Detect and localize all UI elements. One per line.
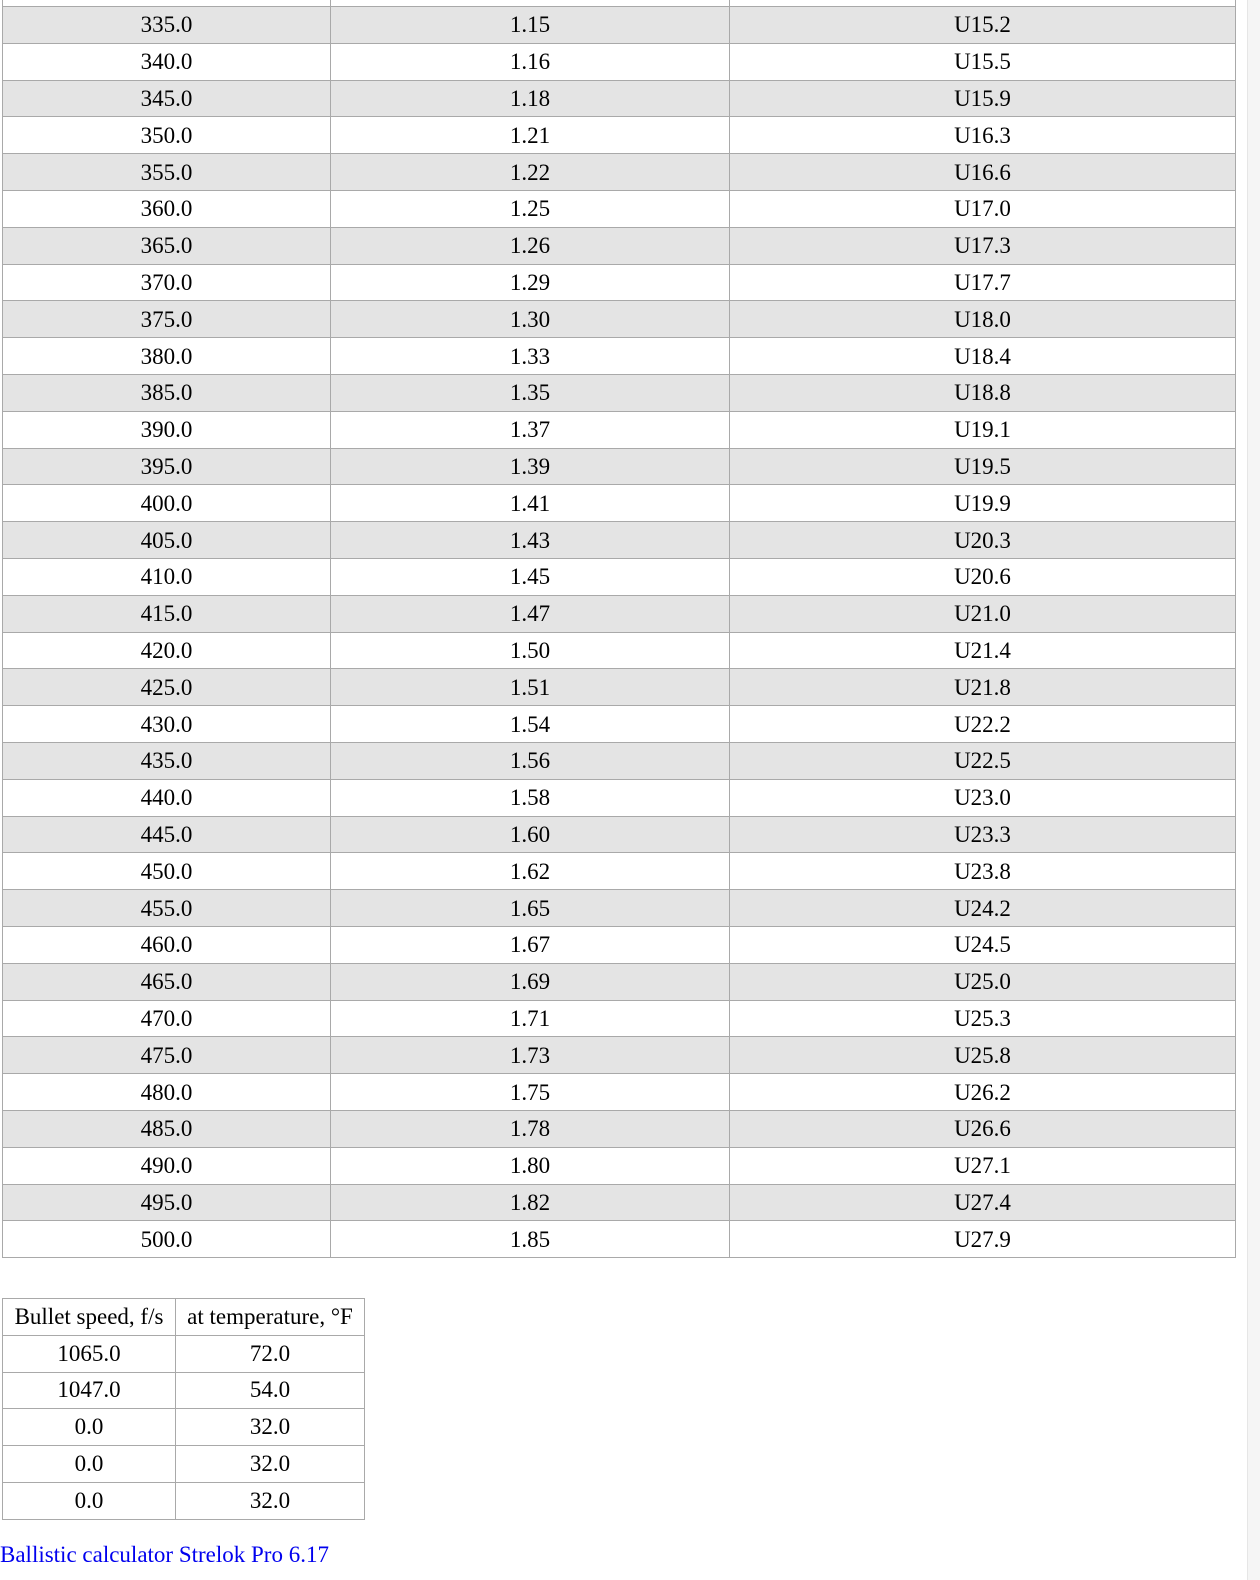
range-cell: 385.0: [3, 374, 331, 411]
table-row: [3, 374, 1236, 411]
clicks-cell: U20.3: [730, 522, 1236, 559]
clicks-cell: U25.0: [730, 963, 1236, 1000]
header-bullet-speed: Bullet speed, f/s: [3, 1299, 176, 1336]
speed-cell: 0.0: [3, 1482, 176, 1519]
range-cell: 490.0: [3, 1147, 331, 1184]
range-cell: 380.0: [3, 338, 331, 375]
temperature-cell: 72.0: [176, 1335, 365, 1372]
table-row: [3, 890, 1236, 927]
range-cell: 500.0: [3, 1221, 331, 1258]
correction-cell: 1.65: [331, 890, 730, 927]
clicks-cell: U17.7: [730, 264, 1236, 301]
scrollbar-track[interactable]: [1247, 0, 1260, 1580]
correction-cell: 1.69: [331, 963, 730, 1000]
correction-cell: 1.78: [331, 1110, 730, 1147]
table-row: [3, 1446, 365, 1483]
clicks-cell: U18.4: [730, 338, 1236, 375]
range-cell: 495.0: [3, 1184, 331, 1221]
correction-cell: 1.41: [331, 485, 730, 522]
correction-cell: 1.39: [331, 448, 730, 485]
table-row: [3, 190, 1236, 227]
clicks-cell: U26.2: [730, 1074, 1236, 1111]
table-row: [3, 1000, 1236, 1037]
correction-cell: 1.33: [331, 338, 730, 375]
clicks-cell: U25.8: [730, 1037, 1236, 1074]
table-row: [3, 1372, 365, 1409]
clicks-cell: U17.3: [730, 227, 1236, 264]
table-row: [3, 522, 1236, 559]
clicks-cell: U27.9: [730, 1221, 1236, 1258]
clicks-cell: U17.0: [730, 190, 1236, 227]
range-cell: 340.0: [3, 43, 331, 80]
correction-cell: 1.75: [331, 1074, 730, 1111]
clicks-cell: U21.0: [730, 595, 1236, 632]
table-row: [3, 742, 1236, 779]
correction-cell: 1.26: [331, 227, 730, 264]
speed-cell: 0.0: [3, 1409, 176, 1446]
range-cell: 435.0: [3, 742, 331, 779]
clicks-cell: U15.5: [730, 43, 1236, 80]
clicks-cell: U16.6: [730, 154, 1236, 191]
range-cell: 350.0: [3, 117, 331, 154]
table-row: [3, 448, 1236, 485]
correction-cell: 1.80: [331, 1147, 730, 1184]
clicks-cell: U22.2: [730, 706, 1236, 743]
correction-cell: 1.15: [331, 7, 730, 44]
range-cell: 470.0: [3, 1000, 331, 1037]
table-row: [3, 338, 1236, 375]
bullet-speed-table-body: [3, 1335, 365, 1519]
table-row: [3, 926, 1236, 963]
clicks-cell: U27.1: [730, 1147, 1236, 1184]
table-row: [3, 779, 1236, 816]
clicks-cell: U19.9: [730, 485, 1236, 522]
correction-cell: 1.67: [331, 926, 730, 963]
clicks-cell: U26.6: [730, 1110, 1236, 1147]
table-row: [3, 1335, 365, 1372]
ballistic-table: [2, 6, 1236, 1258]
range-cell: 370.0: [3, 264, 331, 301]
range-cell: 355.0: [3, 154, 331, 191]
correction-cell: 1.71: [331, 1000, 730, 1037]
range-cell: 455.0: [3, 890, 331, 927]
table-row: [3, 1147, 1236, 1184]
correction-cell: 1.35: [331, 374, 730, 411]
clicks-cell: U25.3: [730, 1000, 1236, 1037]
correction-cell: 1.56: [331, 742, 730, 779]
clicks-cell: U16.3: [730, 117, 1236, 154]
strelok-pro-link[interactable]: Ballistic calculator Strelok Pro 6.17: [0, 1542, 329, 1567]
table-row: [3, 1221, 1236, 1258]
clicks-cell: U27.4: [730, 1184, 1236, 1221]
correction-cell: 1.45: [331, 558, 730, 595]
table-row: [3, 595, 1236, 632]
table-row: [3, 7, 1236, 44]
correction-cell: 1.21: [331, 117, 730, 154]
table-row: [3, 853, 1236, 890]
table-row: [3, 1409, 365, 1446]
range-cell: 375.0: [3, 301, 331, 338]
range-cell: 440.0: [3, 779, 331, 816]
range-cell: 480.0: [3, 1074, 331, 1111]
clicks-cell: U22.5: [730, 742, 1236, 779]
table-row: [3, 227, 1236, 264]
table-row: [3, 706, 1236, 743]
clicks-cell: U23.8: [730, 853, 1236, 890]
clicks-cell: U15.2: [730, 7, 1236, 44]
range-cell: 460.0: [3, 926, 331, 963]
temperature-cell: 32.0: [176, 1482, 365, 1519]
correction-cell: 1.85: [331, 1221, 730, 1258]
correction-cell: 1.37: [331, 411, 730, 448]
table-row: [3, 669, 1236, 706]
bullet-speed-table: [2, 1298, 365, 1520]
table-row: [3, 264, 1236, 301]
clicks-cell: U19.5: [730, 448, 1236, 485]
speed-cell: 0.0: [3, 1446, 176, 1483]
range-cell: 450.0: [3, 853, 331, 890]
correction-cell: 1.60: [331, 816, 730, 853]
correction-cell: 1.54: [331, 706, 730, 743]
range-cell: 360.0: [3, 190, 331, 227]
table-row: [3, 1184, 1236, 1221]
clicks-cell: U23.3: [730, 816, 1236, 853]
table-row: [3, 1074, 1236, 1111]
correction-cell: 1.18: [331, 80, 730, 117]
table-row: [3, 1110, 1236, 1147]
range-cell: 400.0: [3, 485, 331, 522]
table-row: [3, 1482, 365, 1519]
correction-cell: 1.47: [331, 595, 730, 632]
range-cell: 465.0: [3, 963, 331, 1000]
range-cell: 425.0: [3, 669, 331, 706]
clicks-cell: U18.0: [730, 301, 1236, 338]
ballistic-table-body: [3, 7, 1236, 1258]
temperature-cell: 54.0: [176, 1372, 365, 1409]
correction-cell: 1.51: [331, 669, 730, 706]
table-row: [3, 816, 1236, 853]
range-cell: 390.0: [3, 411, 331, 448]
clicks-cell: U24.2: [730, 890, 1236, 927]
correction-cell: 1.62: [331, 853, 730, 890]
range-cell: 405.0: [3, 522, 331, 559]
clicks-cell: U21.4: [730, 632, 1236, 669]
table-row: [3, 963, 1236, 1000]
clicks-cell: U15.9: [730, 80, 1236, 117]
table-row: [3, 301, 1236, 338]
speed-cell: 1065.0: [3, 1335, 176, 1372]
table-row: [3, 80, 1236, 117]
table-row: [3, 558, 1236, 595]
correction-cell: 1.22: [331, 154, 730, 191]
temperature-cell: 32.0: [176, 1409, 365, 1446]
range-cell: 430.0: [3, 706, 331, 743]
clicks-cell: U18.8: [730, 374, 1236, 411]
clicks-cell: U19.1: [730, 411, 1236, 448]
correction-cell: 1.16: [331, 43, 730, 80]
correction-cell: 1.58: [331, 779, 730, 816]
correction-cell: 1.73: [331, 1037, 730, 1074]
header-temperature: at temperature, °F: [176, 1299, 365, 1336]
range-cell: 445.0: [3, 816, 331, 853]
table-header-row: [3, 1299, 365, 1336]
table-row: [3, 485, 1236, 522]
range-cell: 345.0: [3, 80, 331, 117]
correction-cell: 1.30: [331, 301, 730, 338]
table-row: [3, 43, 1236, 80]
correction-cell: 1.25: [331, 190, 730, 227]
clicks-cell: U23.0: [730, 779, 1236, 816]
range-cell: 475.0: [3, 1037, 331, 1074]
table-row: [3, 632, 1236, 669]
range-cell: 485.0: [3, 1110, 331, 1147]
temperature-cell: 32.0: [176, 1446, 365, 1483]
range-cell: 415.0: [3, 595, 331, 632]
table-row: [3, 117, 1236, 154]
speed-cell: 1047.0: [3, 1372, 176, 1409]
range-cell: 410.0: [3, 558, 331, 595]
table-row: [3, 154, 1236, 191]
clicks-cell: U24.5: [730, 926, 1236, 963]
range-cell: 395.0: [3, 448, 331, 485]
range-cell: 335.0: [3, 7, 331, 44]
clicks-cell: U21.8: [730, 669, 1236, 706]
clicks-cell: U20.6: [730, 558, 1236, 595]
table-row: [3, 411, 1236, 448]
range-cell: 420.0: [3, 632, 331, 669]
correction-cell: 1.43: [331, 522, 730, 559]
correction-cell: 1.82: [331, 1184, 730, 1221]
range-cell: 365.0: [3, 227, 331, 264]
correction-cell: 1.50: [331, 632, 730, 669]
correction-cell: 1.29: [331, 264, 730, 301]
table-row: [3, 1037, 1236, 1074]
